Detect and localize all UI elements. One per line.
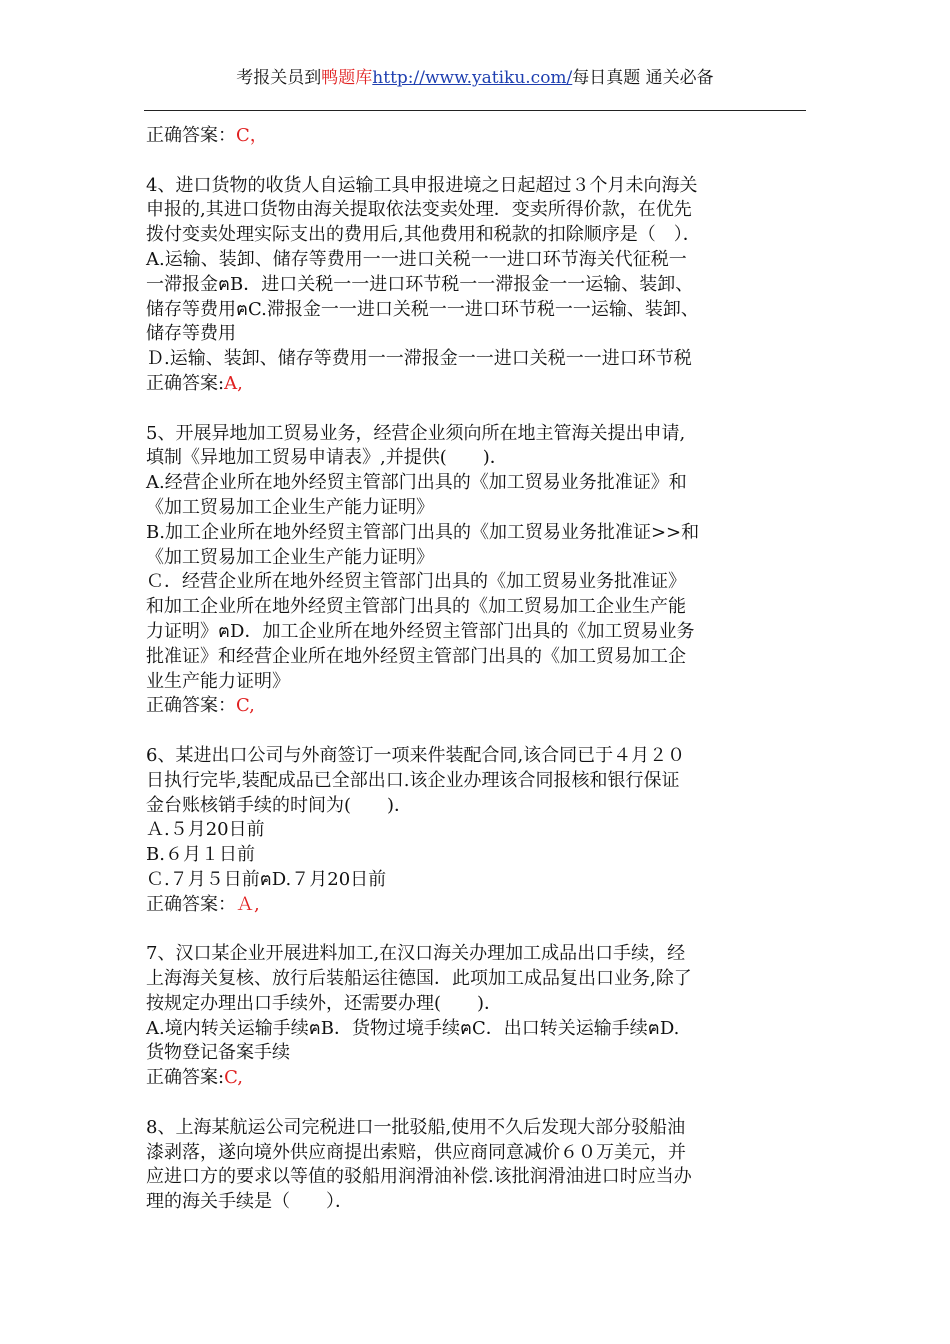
answer-value: C， [236, 125, 268, 146]
question-option-line: 应进口方的要求以等值的驳船用润滑油补偿.该批润滑油进口时应当办 [146, 1166, 692, 1188]
question-option-line: 批准证》和经营企业所在地外经贸主管部门出具的《加工贸易加工企 [146, 645, 686, 667]
answer-label: 正确答案： [146, 695, 236, 717]
answer-line [146, 694, 808, 719]
question-option-line: 力证明》ฅD．加工企业所在地外经贸主管部门出具的《加工贸易业务 [146, 620, 695, 642]
answer-line [146, 1066, 808, 1091]
question-option-line: 货物登记备案手续 [146, 1042, 290, 1064]
answer-value: A, [224, 372, 243, 394]
question-option-line: 储存等费用ฅC.滞报金一一进口关税一一进口环节税一一运输、装卸、 [146, 298, 699, 320]
question-option-line: 一滞报金ฅB．进口关税一一进口环节税一一滞报金一一运输、装卸、 [146, 273, 694, 295]
answer-line [146, 372, 808, 397]
question-text-line: 5、开展异地加工贸易业务，经营企业须向所在地主管海关提出申请, [146, 422, 686, 444]
question-option-line: 上海海关复核、放行后装船运往德国．此项加工成品复出口业务,除了 [146, 968, 692, 990]
question-option-line: 填制《异地加工贸易申请表》,并提供( )． [146, 447, 508, 469]
question-option-line: Ｄ.运输、装卸、储存等费用一一滞报金一一进口关税一一进口环节税 [146, 348, 692, 370]
document-body [146, 124, 808, 1215]
question-option-line: 理的海关手续是（ ）． [146, 1191, 353, 1213]
header-brand: 鸭题库 [321, 68, 373, 88]
answer-line [146, 893, 808, 918]
answer-label: 正确答案: [146, 1067, 225, 1089]
question-option-line: 日执行完毕,装配成品已全部出口.该企业办理该合同报核和银行保证 [146, 769, 680, 791]
answer-value: C, [236, 695, 255, 717]
header-divider [144, 110, 806, 111]
page-header [0, 66, 950, 90]
question-option-line: 拨付变卖处理实际支出的费用后,其他费用和税款的扣除顺序是（ ）． [146, 224, 701, 246]
question-text-line: 8、上海某航运公司完税进口一批驳船,使用不久后发现大部分驳船油 [146, 1116, 686, 1138]
question-text-line: 7、汉口某企业开展进料加工,在汉口海关办理加工成品出口手续，经 [146, 943, 686, 965]
question-text-line: 6、某进出口公司与外商签订一项来件装配合同,该合同已于４月２０ [146, 744, 686, 766]
question-option-line: Ａ.５月20日前 [146, 819, 265, 841]
question-option-line: 金台账核销手续的时间为( )． [146, 794, 413, 816]
question-option-line: B.６月１日前 [146, 844, 255, 866]
header-suffix: 每日真题 通关必备 [572, 68, 714, 88]
question-option-line: 按规定办理出口手续外，还需要办理( )． [146, 992, 503, 1014]
question-option-line: Ｃ.７月５日前ฅD.７月20日前 [146, 868, 387, 890]
header-url-link[interactable]: http://www.yatiku.com/ [372, 68, 573, 88]
block-spacer [146, 1091, 808, 1116]
question-option-line: 漆剥落，遂向境外供应商提出索赔，供应商同意减价６０万美元，并 [146, 1141, 686, 1163]
question-text-line: 4、进口货物的收货人自运输工具申报进境之日起超过３个月未向海关 [146, 174, 698, 196]
question-option-line: Ｃ．经营企业所在地外经贸主管部门出具的《加工贸易业务批准证》 [146, 571, 686, 593]
block-spacer [146, 149, 808, 174]
answer-label: 正确答案： [146, 893, 236, 915]
answer-value: C, [224, 1067, 243, 1089]
question-option-line: 和加工企业所在地外经贸主管部门出具的《加工贸易加工企业生产能 [146, 596, 686, 618]
question-option-line: 《加工贸易加工企业生产能力证明》 [146, 546, 434, 568]
question-option-line: 申报的,其进口货物由海关提取依法变卖处理．变卖所得价款，在优先 [146, 199, 692, 221]
question-option-line: A.经营企业所在地外经贸主管部门出具的《加工贸易业务批准证》和 [146, 472, 687, 494]
answer-label: 正确答案： [146, 125, 236, 146]
block-spacer [146, 918, 808, 943]
block-spacer [146, 397, 808, 422]
question-option-line: 储存等费用 [146, 323, 236, 345]
answer-line [146, 124, 808, 149]
block-spacer [146, 719, 808, 744]
question-option-line: 业生产能力证明》 [146, 670, 290, 692]
question-option-line: A.运输、装卸、储存等费用一一进口关税一一进口环节海关代征税一 [146, 248, 687, 270]
header-prefix: 考报关员到 [236, 68, 322, 88]
answer-value: Ａ, [236, 893, 260, 915]
question-option-line: 《加工贸易加工企业生产能力证明》 [146, 496, 434, 518]
answer-label: 正确答案: [146, 372, 225, 394]
question-option-line: B.加工企业所在地外经贸主管部门出具的《加工贸易业务批准证>>和 [146, 521, 700, 543]
question-option-line: A.境内转关运输手续ฅB．货物过境手续ฅC．出口转关运输手续ฅD. [146, 1017, 680, 1039]
